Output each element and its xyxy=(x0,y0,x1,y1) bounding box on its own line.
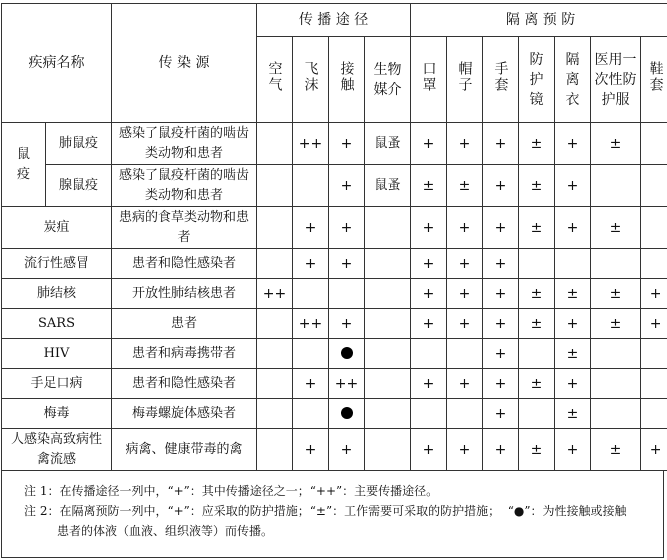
iso-cell: + xyxy=(483,249,519,279)
iso-cell: + xyxy=(411,249,447,279)
iso-cell xyxy=(519,399,555,429)
note-1: 注 1：在传播途径一列中，“+”：其中传播途径之一；“++”：主要传播途径。 xyxy=(24,484,439,498)
route-cell xyxy=(365,369,411,399)
table-row xyxy=(2,165,667,207)
route-cell xyxy=(293,279,329,309)
iso-cell: + xyxy=(411,429,447,471)
iso-cell: + xyxy=(447,207,483,249)
iso-cell: + xyxy=(483,399,519,429)
disease-name-cell: HIV xyxy=(2,339,112,369)
disease-name-cell: 肺鼠疫 xyxy=(46,123,112,165)
table-row xyxy=(2,249,667,279)
route-cell xyxy=(293,339,329,369)
header-iso-gown: 隔离衣 xyxy=(555,37,591,123)
route-cell xyxy=(257,399,293,429)
route-cell: + xyxy=(329,165,365,207)
iso-cell: ± xyxy=(519,279,555,309)
iso-cell: + xyxy=(483,165,519,207)
iso-cell: ± xyxy=(519,165,555,207)
disease-name-cell: SARS xyxy=(2,309,112,339)
iso-cell: + xyxy=(641,429,667,471)
source-cell: 梅毒螺旋体感染者 xyxy=(112,399,257,429)
iso-cell: + xyxy=(555,369,591,399)
disease-name-cell: 梅毒 xyxy=(2,399,112,429)
route-cell xyxy=(365,207,411,249)
iso-cell: + xyxy=(411,207,447,249)
route-cell xyxy=(329,279,365,309)
table-row xyxy=(2,123,667,165)
route-cell: + xyxy=(329,249,365,279)
iso-cell xyxy=(591,369,641,399)
route-cell xyxy=(365,429,411,471)
iso-cell: ± xyxy=(591,429,641,471)
route-cell xyxy=(257,249,293,279)
source-cell: 感染了鼠疫杆菌的啮齿类动物和患者 xyxy=(112,123,257,165)
disease-name-cell: 炭疽 xyxy=(2,207,112,249)
header-source: 传 染 源 xyxy=(112,4,257,123)
iso-cell xyxy=(641,249,667,279)
iso-cell: ± xyxy=(519,123,555,165)
iso-cell xyxy=(591,165,641,207)
source-cell: 患者和隐性感染者 xyxy=(112,249,257,279)
iso-cell xyxy=(447,339,483,369)
iso-cell: + xyxy=(483,123,519,165)
iso-cell: + xyxy=(447,249,483,279)
iso-cell xyxy=(519,339,555,369)
iso-cell: + xyxy=(483,309,519,339)
route-cell: ++ xyxy=(293,123,329,165)
disease-isolation-table xyxy=(1,3,667,471)
iso-cell: ± xyxy=(591,123,641,165)
table-notes xyxy=(1,471,664,558)
iso-cell xyxy=(641,369,667,399)
iso-cell: ± xyxy=(519,369,555,399)
iso-cell: ± xyxy=(555,279,591,309)
iso-cell xyxy=(591,339,641,369)
iso-cell xyxy=(641,399,667,429)
route-cell xyxy=(365,309,411,339)
route-cell: + xyxy=(329,207,365,249)
iso-cell: + xyxy=(483,279,519,309)
route-cell: ++ xyxy=(293,309,329,339)
source-cell: 患病的食草类动物和患者 xyxy=(112,207,257,249)
route-cell: + xyxy=(293,249,329,279)
iso-cell xyxy=(641,339,667,369)
iso-cell: + xyxy=(447,279,483,309)
document xyxy=(1,3,666,558)
header-iso-shoe-covers: 鞋套 xyxy=(641,37,667,123)
header-iso-protective-suit: 医用一次性防护服 xyxy=(591,37,641,123)
route-cell xyxy=(329,339,365,369)
iso-cell: ± xyxy=(519,309,555,339)
dot-marker-icon xyxy=(341,347,353,359)
header-iso-goggles: 防护镜 xyxy=(519,37,555,123)
table-row xyxy=(2,339,667,369)
table-row xyxy=(2,429,667,471)
route-cell: + xyxy=(293,369,329,399)
route-cell xyxy=(365,249,411,279)
table-row xyxy=(2,279,667,309)
header-isolation-group: 隔 离 预 防 xyxy=(411,4,667,37)
header-route-droplet: 飞沫 xyxy=(293,37,329,123)
iso-cell: ± xyxy=(591,309,641,339)
source-cell: 病禽、健康带毒的禽 xyxy=(112,429,257,471)
route-cell xyxy=(257,207,293,249)
dot-marker-icon xyxy=(341,407,353,419)
route-cell xyxy=(329,399,365,429)
iso-cell xyxy=(591,399,641,429)
route-cell xyxy=(365,279,411,309)
iso-cell xyxy=(591,249,641,279)
route-cell: ++ xyxy=(257,279,293,309)
route-cell xyxy=(365,399,411,429)
header-route-vector: 生物媒介 xyxy=(365,37,411,123)
route-cell xyxy=(257,339,293,369)
header-iso-mask: 口罩 xyxy=(411,37,447,123)
route-cell xyxy=(293,165,329,207)
iso-cell: + xyxy=(483,369,519,399)
header-route-air: 空气 xyxy=(257,37,293,123)
iso-cell: + xyxy=(641,309,667,339)
plague-group-cell: 鼠疫 xyxy=(2,123,46,207)
table-row xyxy=(2,399,667,429)
iso-cell: ± xyxy=(447,165,483,207)
iso-cell xyxy=(641,123,667,165)
iso-cell: + xyxy=(411,123,447,165)
route-cell xyxy=(365,339,411,369)
route-cell: + xyxy=(293,207,329,249)
disease-name-cell: 手足口病 xyxy=(2,369,112,399)
route-cell: 鼠蚤 xyxy=(365,123,411,165)
iso-cell: + xyxy=(447,309,483,339)
table-row xyxy=(2,309,667,339)
iso-cell: + xyxy=(411,279,447,309)
iso-cell: ± xyxy=(591,207,641,249)
iso-cell xyxy=(641,165,667,207)
iso-cell: + xyxy=(555,207,591,249)
iso-cell xyxy=(411,339,447,369)
iso-cell: ± xyxy=(411,165,447,207)
source-cell: 感染了鼠疫杆菌的啮齿类动物和患者 xyxy=(112,165,257,207)
iso-cell: + xyxy=(447,369,483,399)
route-cell xyxy=(293,399,329,429)
iso-cell: + xyxy=(555,165,591,207)
iso-cell xyxy=(519,249,555,279)
note-2: 注 2：在隔离预防一列中，“+”：应采取的防护措施；“±”：工作需要可采取的防护措施； “●”：为性接触或接触 xyxy=(24,504,627,518)
iso-cell: + xyxy=(411,309,447,339)
route-cell: 鼠蚤 xyxy=(365,165,411,207)
iso-cell: + xyxy=(555,429,591,471)
route-cell: + xyxy=(329,429,365,471)
iso-cell: + xyxy=(641,279,667,309)
header-iso-cap: 帽子 xyxy=(447,37,483,123)
iso-cell: ± xyxy=(519,429,555,471)
route-cell xyxy=(257,123,293,165)
table-row xyxy=(2,207,667,249)
route-cell: + xyxy=(293,429,329,471)
iso-cell: ± xyxy=(555,399,591,429)
iso-cell: + xyxy=(483,339,519,369)
iso-cell xyxy=(641,207,667,249)
disease-name-cell: 腺鼠疫 xyxy=(46,165,112,207)
source-cell: 患者和隐性感染者 xyxy=(112,369,257,399)
header-iso-gloves: 手套 xyxy=(483,37,519,123)
source-cell: 患者 xyxy=(112,309,257,339)
route-cell xyxy=(257,309,293,339)
disease-name-cell: 肺结核 xyxy=(2,279,112,309)
iso-cell: + xyxy=(483,207,519,249)
iso-cell xyxy=(411,399,447,429)
iso-cell: ± xyxy=(555,339,591,369)
disease-name-cell: 流行性感冒 xyxy=(2,249,112,279)
table-body xyxy=(2,123,667,471)
header-route-group: 传 播 途 径 xyxy=(257,4,411,37)
route-cell: + xyxy=(329,123,365,165)
iso-cell: + xyxy=(555,309,591,339)
header-disease: 疾病名称 xyxy=(2,4,112,123)
route-cell: ++ xyxy=(329,369,365,399)
route-cell xyxy=(257,369,293,399)
iso-cell: ± xyxy=(591,279,641,309)
iso-cell xyxy=(555,249,591,279)
iso-cell: ± xyxy=(519,207,555,249)
header-route-contact: 接触 xyxy=(329,37,365,123)
iso-cell xyxy=(447,399,483,429)
iso-cell: + xyxy=(411,369,447,399)
source-cell: 患者和病毒携带者 xyxy=(112,339,257,369)
route-cell xyxy=(257,165,293,207)
source-cell: 开放性肺结核患者 xyxy=(112,279,257,309)
iso-cell: + xyxy=(447,123,483,165)
disease-name-cell: 人感染高致病性禽流感 xyxy=(2,429,112,471)
route-cell: + xyxy=(329,309,365,339)
iso-cell: + xyxy=(483,429,519,471)
note-2-continued: 患者的体液（血液、组织液等）而传播。 xyxy=(57,524,274,538)
iso-cell: + xyxy=(555,123,591,165)
table-row xyxy=(2,369,667,399)
iso-cell: + xyxy=(447,429,483,471)
route-cell xyxy=(257,429,293,471)
